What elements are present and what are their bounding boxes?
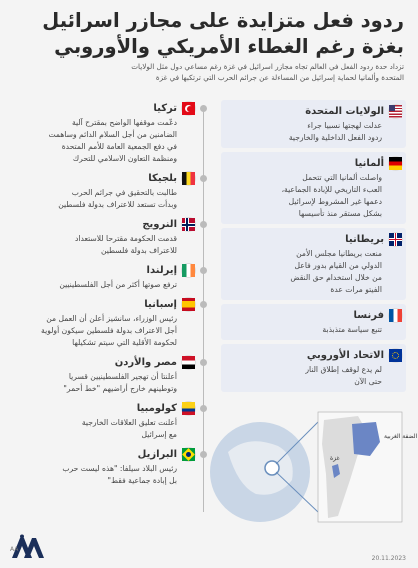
page-title	[12, 8, 404, 60]
usa-flag-icon	[389, 105, 402, 118]
supportive-countries-column	[10, 100, 195, 492]
country-name: تركيا	[153, 103, 177, 114]
description-line: واصلت ألمانيا التي تتحمل	[302, 173, 382, 182]
country-description	[10, 187, 195, 211]
country-header	[10, 400, 195, 417]
supportive-entry	[10, 170, 195, 211]
timeline-dot	[200, 301, 207, 308]
critical-entry	[221, 344, 406, 392]
description-line: من خلال استخدام حق النقض	[290, 273, 382, 282]
description-line: طالبت بالتحقيق في جرائم الحرب	[71, 188, 177, 197]
timeline-dot	[200, 175, 207, 182]
description-line: للاعتراف بدولة فلسطين	[100, 246, 177, 255]
country-name: إسبانيا	[144, 299, 177, 310]
timeline-dot	[200, 105, 207, 112]
timeline-dot	[200, 451, 207, 458]
country-name: فرنسا	[353, 310, 384, 321]
supportive-entry	[10, 446, 195, 487]
description-line: منعت بريطانيا مجلس الأمن	[296, 249, 382, 258]
description-line: بشكل مستقر منذ تأسيسها	[298, 209, 382, 218]
description-line: وبدأت تستعد للاعتراف بدولة فلسطين	[58, 200, 177, 209]
timeline-dot	[200, 221, 207, 228]
description-line: أجل الاعتراف بدولة فلسطين سيكون أولوية	[41, 326, 177, 335]
country-description	[10, 417, 195, 441]
country-header	[223, 103, 402, 120]
country-name: البرازيل	[137, 449, 177, 460]
supportive-entry	[10, 216, 195, 257]
description-line: في دفع الجمعية العامة للأمم المتحدة	[61, 142, 177, 151]
eu-flag-icon	[389, 349, 402, 362]
intro-text	[8, 62, 404, 83]
gaza-label: غزة	[330, 455, 340, 462]
supportive-entry	[10, 400, 195, 441]
country-name: مصر والأردن	[114, 357, 177, 368]
country-header	[223, 231, 402, 248]
country-name: بلجيكا	[148, 173, 177, 184]
country-name: كولومبيا	[136, 403, 177, 414]
ireland-flag-icon	[182, 264, 195, 277]
description-line: دعّمت موقفها الواضح بمقترح آلية	[71, 118, 177, 127]
country-header	[10, 296, 195, 313]
description-line: العبء التاريخي للإبادة الجماعية،	[281, 185, 382, 194]
description-line: تتبع سياسة متذبذبة	[322, 325, 382, 334]
critical-entry	[221, 304, 406, 340]
country-header	[223, 307, 402, 324]
country-name: النرويج	[142, 219, 177, 230]
critical-countries-column	[221, 100, 406, 396]
description-line: لم يدع لوقف إطلاق النار	[305, 365, 382, 374]
description-line: قدمت الحكومة مقترحا للاستعداد	[74, 234, 177, 243]
supportive-entry	[10, 262, 195, 291]
country-name: الاتحاد الأوروبي	[306, 350, 384, 361]
colombia-flag-icon	[182, 402, 195, 415]
supportive-entry	[10, 100, 195, 165]
description-line: الدولي من القيام بدور فاعل	[294, 261, 382, 270]
agency-name: AA	[10, 546, 19, 553]
country-description	[223, 172, 402, 220]
country-header	[10, 354, 195, 371]
timeline-dot	[200, 405, 207, 412]
belgium-flag-icon	[182, 172, 195, 185]
description-line: ردود الفعل الداخلية والخارجية	[288, 133, 382, 142]
description-line: لحكومة الأقلية التي سيتم تشكيلها	[72, 338, 177, 347]
turkey-flag-icon	[182, 102, 195, 115]
brazil-flag-icon	[182, 448, 195, 461]
country-description	[10, 117, 195, 165]
date-label: 20.11.2023	[371, 555, 406, 562]
country-header	[223, 347, 402, 364]
country-header	[10, 446, 195, 463]
country-description	[10, 463, 195, 487]
timeline-dot	[200, 359, 207, 366]
description-line: حتى الآن	[354, 377, 382, 386]
critical-entry	[221, 100, 406, 148]
description-line: رئيس البلاد سيلفا: "هذه ليست حرب	[62, 464, 177, 473]
description-line: مع إسرائيل	[141, 430, 177, 439]
country-description	[10, 371, 195, 395]
west-bank-label: الضفة الغربية	[384, 433, 418, 440]
description-line: وتوطينهم خارج أراضيهم "خط أحمر"	[63, 384, 177, 393]
description-line: رئيس الوزراء، سانشيز أعلن أن العمل من	[46, 314, 177, 323]
description-line: الضامنين من أجل السلام الدائم وساهمت	[48, 130, 177, 139]
description-line: ترفع صوتها أكثر من أجل الفلسطينيين	[59, 280, 177, 289]
description-line: دعمها غير المشروط لإسرائيل	[288, 197, 382, 206]
gaza-map	[208, 394, 418, 544]
spain-flag-icon	[182, 298, 195, 311]
title-line-2: بغزة رغم الغطاء الأمريكي والأوروبي	[54, 35, 404, 58]
description-line: أعلنتا أن تهجير الفلسطينيين قسريا	[68, 372, 177, 381]
country-description	[10, 279, 195, 291]
norway-flag-icon	[182, 218, 195, 231]
description-line: بل إبادة جماعية فقط"	[107, 476, 177, 485]
country-header	[10, 170, 195, 187]
supportive-entry	[10, 296, 195, 349]
description-line: أعلنت تعليق العلاقات الخارجية	[81, 418, 177, 427]
country-name: إيرلندا	[146, 265, 177, 276]
country-description	[10, 233, 195, 257]
intro-line-2: المتحدة وألمانيا لحماية إسرائيل من المساءلة عن جرائم الحرب التي ترتكبها في غزة	[155, 72, 404, 82]
country-header	[10, 262, 195, 279]
description-line: الفيتو مرات عدة	[330, 285, 382, 294]
germany-flag-icon	[389, 157, 402, 170]
country-name: الولايات المتحدة	[305, 106, 384, 117]
country-description	[223, 248, 402, 296]
country-name: ألمانيا	[354, 158, 384, 169]
timeline-dot	[200, 267, 207, 274]
country-description	[223, 364, 402, 388]
uk-flag-icon	[389, 233, 402, 246]
country-name: بريطانيا	[345, 234, 384, 245]
description-line: عدلت لهجتها نسبيا جراء	[307, 121, 382, 130]
country-description	[223, 324, 402, 336]
country-header	[223, 155, 402, 172]
country-description	[223, 120, 402, 144]
country-description	[10, 313, 195, 349]
france-flag-icon	[389, 309, 402, 322]
critical-entry	[221, 228, 406, 300]
intro-line-1: تزداد حدة ردود الفعل في العالم تجاه مجازر اسرائيل في غزة رغم مساعي دول مثل الولايات	[131, 62, 404, 71]
country-header	[10, 216, 195, 233]
title-line-1: ردود فعل متزايدة على مجازر اسرائيل	[42, 9, 404, 32]
supportive-entry	[10, 354, 195, 395]
critical-entry	[221, 152, 406, 224]
egypt_jordan-flag-icon	[182, 356, 195, 369]
country-header	[10, 100, 195, 117]
description-line: ومنظمة التعاون الاسلامي للتحرك	[72, 154, 177, 163]
